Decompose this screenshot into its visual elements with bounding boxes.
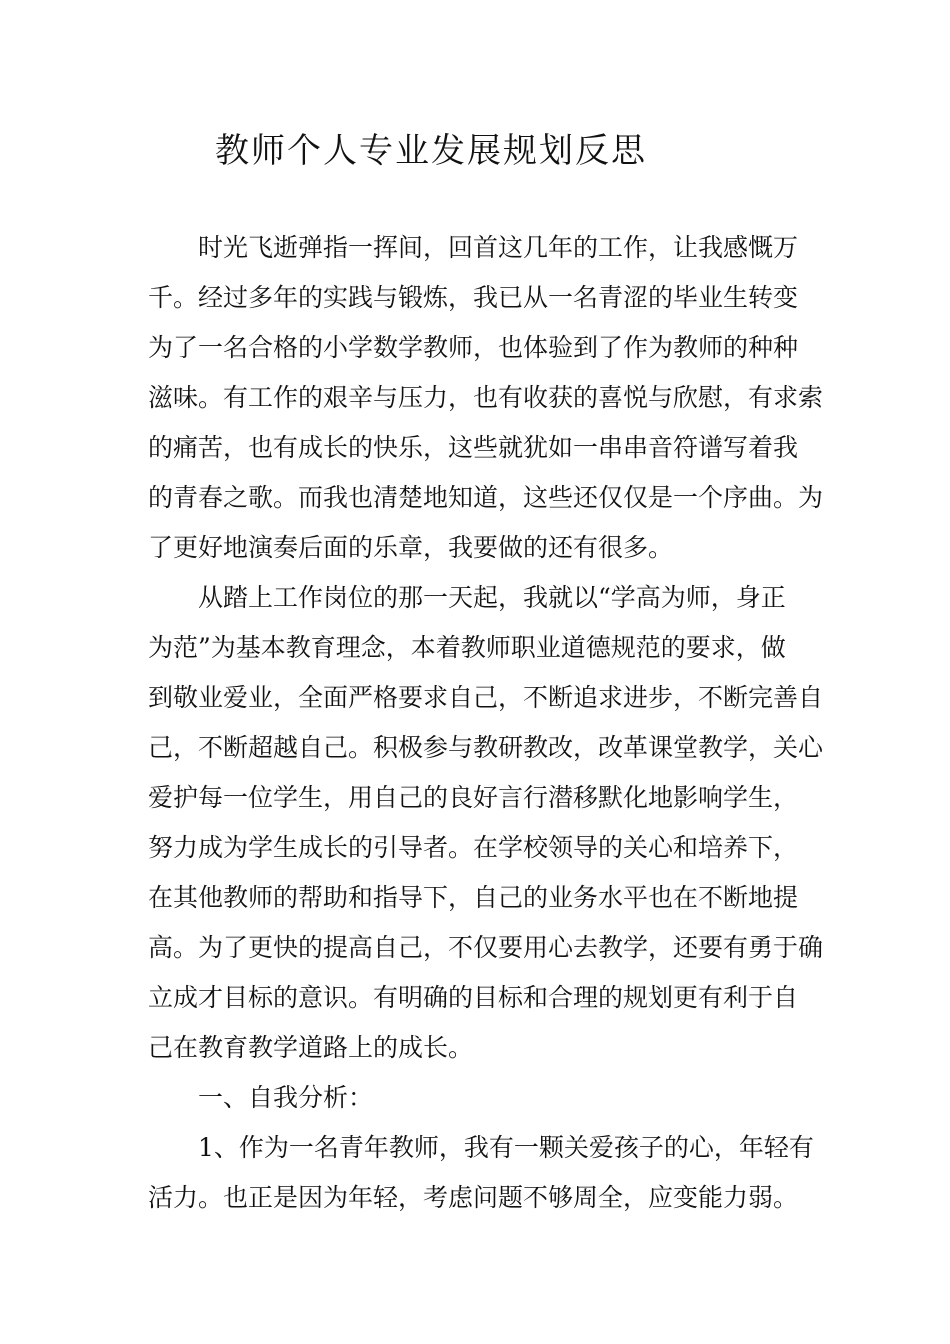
text-line: 从踏上工作岗位的那一天起，我就以“学高为师，身正: [198, 583, 786, 612]
text-line: 在其他教师的帮助和指导下，自己的业务水平也在不断地提: [148, 883, 799, 912]
text-line: 己在教育教学道路上的成长。: [148, 1033, 474, 1062]
text-line: 活力。也正是因为年轻，考虑问题不够周全，应变能力弱。: [148, 1183, 799, 1212]
text-line: 为范”为基本教育理念，本着教师职业道德规范的要求，做: [148, 633, 786, 662]
text-line: 为了一名合格的小学数学教师，也体验到了作为教师的种种: [148, 333, 799, 362]
text-line: 的青春之歌。而我也清楚地知道，这些还仅仅是一个序曲。为: [148, 483, 824, 512]
section-heading: 一、自我分析：: [198, 1083, 374, 1112]
document-title: 教师个人专业发展规划反思: [215, 131, 647, 171]
text-line: 爱护每一位学生，用自己的良好言行潜移默化地影响学生，: [148, 783, 799, 812]
text-line: 到敬业爱业，全面严格要求自己，不断追求进步，不断完善自: [148, 683, 824, 712]
text-line: 的痛苦，也有成长的快乐，这些就犹如一串串音符谱写着我: [148, 433, 799, 462]
text-line: 立成才目标的意识。有明确的目标和合理的规划更有利于自: [148, 983, 799, 1012]
text-line: 千。经过多年的实践与锻炼，我已从一名青涩的毕业生转变: [148, 283, 799, 312]
text-line: 时光飞逝弹指一挥间，回首这几年的工作，让我感慨万: [198, 233, 799, 262]
text-line: 了更好地演奏后面的乐章，我要做的还有很多。: [148, 533, 674, 562]
text-line: 努力成为学生成长的引导者。在学校领导的关心和培养下，: [148, 833, 799, 862]
text-line: 滋味。有工作的艰辛与压力，也有收获的喜悦与欣慰，有求索: [148, 383, 824, 412]
text-line: 己，不断超越自己。积极参与教研教改，改革课堂教学，关心: [148, 733, 824, 762]
text-line: 高。为了更快的提高自己，不仅要用心去教学，还要有勇于确: [148, 933, 824, 962]
text-line: 1、作为一名青年教师，我有一颗关爱孩子的心，年轻有: [198, 1133, 814, 1162]
